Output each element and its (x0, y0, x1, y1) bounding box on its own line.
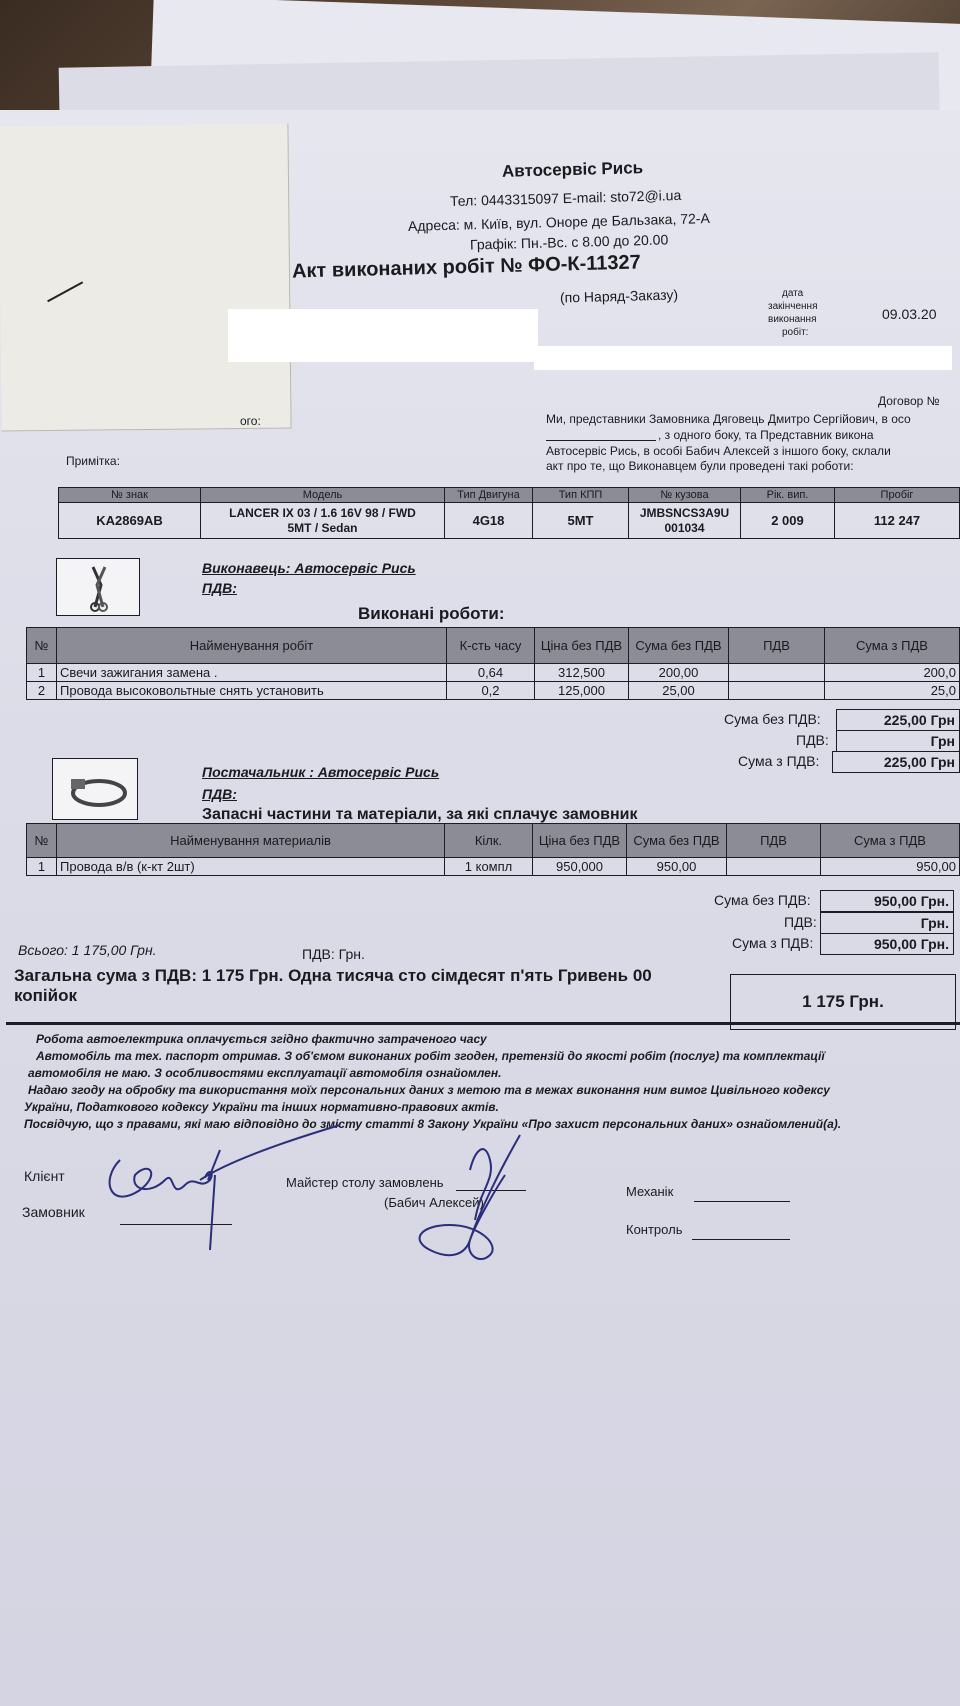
parts-icon (52, 758, 138, 820)
table-row: 2 Провода высоковольтные снять установить 0,2 125,000 25,00 25,0 (27, 682, 960, 700)
vehicle-col-engine: Тип Двигуна (445, 488, 533, 503)
grand-total-words-end: копійок (14, 986, 78, 1005)
total-vat: ПДВ: Грн. (302, 946, 365, 962)
contract-line-4: акт про те, що Виконавцем були проведені такі роботи: (546, 459, 854, 473)
materials-col-name: Найменування материалів (57, 824, 445, 858)
works-col-sum: Сума без ПДВ (629, 628, 729, 664)
table-row: 1 Провода в/в (к-кт 2шт) 1 компл 950,000 950,00 950,00 (27, 858, 960, 876)
vehicle-col-mileage: Пробіг (835, 488, 960, 503)
contractor-vat: ПДВ: (202, 580, 237, 596)
works-col-price: Ціна без ПДВ (535, 628, 629, 664)
note-label: Примітка: (66, 454, 120, 468)
master-label: Майстер столу замовлень (286, 1175, 444, 1190)
completion-date: 09.03.20 (882, 306, 937, 322)
blank-line (546, 440, 656, 441)
vehicle-plate: KA2869AB (59, 503, 201, 539)
materials-col-sum: Сума без ПДВ (627, 824, 727, 858)
client-signature (90, 1120, 350, 1270)
redaction-box (534, 346, 952, 370)
redaction-box (228, 309, 538, 362)
works-vat-label: ПДВ: (796, 732, 829, 748)
vehicle-col-year: Рік. вип. (741, 488, 835, 503)
mechanic-sign-line (694, 1201, 790, 1202)
client-label: Клієнт (24, 1168, 65, 1184)
vehicle-mileage: 112 247 (835, 503, 960, 539)
works-col-total: Сума з ПДВ (825, 628, 960, 664)
contract-line-3: Автосервіс Рись, в особі Бабич Алексей з іншого боку, склали (546, 444, 891, 458)
divider-line (6, 1022, 960, 1025)
works-sum-vat-label: Сума з ПДВ: (738, 753, 820, 769)
customer-label: Замовник (22, 1204, 85, 1220)
fragment-text: ого: (240, 414, 261, 428)
mechanic-label: Механік (626, 1184, 674, 1199)
works-sum-no-vat: 225,00 Грн (836, 709, 960, 731)
works-col-hours: К-сть часу (447, 628, 535, 664)
control-sign-line (692, 1239, 790, 1240)
master-name: (Бабич Алексей) (384, 1195, 484, 1210)
materials-sum-no-vat-label: Сума без ПДВ: (714, 892, 811, 908)
vehicle-year: 2 009 (741, 503, 835, 539)
materials-col-qty: Кілк. (445, 824, 533, 858)
contractor-label: Виконавець: Автосервіс Рись (202, 560, 416, 576)
vehicle-vin: JMBSNCS3A9U 001034 (629, 503, 741, 539)
vehicle-col-gearbox: Тип КПП (533, 488, 629, 503)
vehicle-col-vin: № кузова (629, 488, 741, 503)
date-label-2: закінчення (768, 301, 818, 312)
supplier-vat: ПДВ: (202, 786, 237, 802)
works-col-name: Найменування робіт (57, 628, 447, 664)
materials-section-title: Запасні частини та матеріали, за які сплачує замовник (202, 806, 638, 823)
terms-line-2: Автомобіль та тех. паспорт отримав. З об'ємом виконаних робіт згоден, претензій до якості робіт (послуг) та комплектації (36, 1049, 825, 1063)
supplier-label: Постачальник : Автосервіс Рись (202, 764, 440, 780)
materials-sum-vat: 950,00 Грн. (820, 933, 954, 955)
terms-line-5: України, Податкового кодексу України та інших нормативно-правових актів. (24, 1100, 499, 1114)
contract-line-2: , з одного боку, та Представник викона (658, 428, 874, 442)
master-signature (410, 1130, 550, 1270)
document-title: Акт виконаних робіт № ФО-К-11327 (291, 251, 642, 283)
materials-sum-vat-label: Сума з ПДВ: (732, 935, 814, 951)
document-subtitle: (по Наряд-Заказу) (559, 286, 679, 306)
company-address: Адреса: м. Київ, вул. Оноре де Бальзака, 72-А (407, 210, 710, 234)
tools-icon (56, 558, 140, 616)
receipt-slip (0, 123, 292, 431)
grand-total-box: 1 175 Грн. (730, 974, 956, 1030)
materials-table (26, 823, 960, 876)
materials-sum-no-vat: 950,00 Грн. (820, 890, 954, 912)
materials-vat-label: ПДВ: (784, 914, 817, 930)
materials-vat: Грн. (820, 912, 954, 934)
materials-col-total: Сума з ПДВ (821, 824, 960, 858)
vehicle-gearbox: 5MT (533, 503, 629, 539)
company-contacts: Тел: 0443315097 E-mail: sto72@i.ua (449, 186, 682, 210)
vehicle-col-model: Модель (201, 488, 445, 503)
works-table (26, 627, 960, 700)
works-col-vat: ПДВ (729, 628, 825, 664)
terms-line-1: Робота автоелектрика оплачується згідно фактично затраченого часу (36, 1032, 487, 1046)
pen-mark (47, 281, 83, 302)
works-sum-no-vat-label: Сума без ПДВ: (724, 711, 821, 727)
date-label-4: робіт: (782, 327, 809, 338)
company-schedule: Графік: Пн.-Вс. с 8.00 до 20.00 (469, 231, 669, 253)
works-vat: Грн (836, 730, 960, 752)
terms-line-4: Надаю згоду на обробку та використання моїх персональних даних з метою та в межах виконання ним вимог Цивільного кодексу (28, 1083, 830, 1097)
date-label-1: дата (782, 288, 804, 299)
total-all: Всього: 1 175,00 Грн. (18, 942, 157, 958)
grand-total-text: Загальна сума з ПДВ: 1 175 Грн. Одна тисяча сто сімдесят п'ять Гривень 00 (14, 966, 652, 985)
vehicle-engine: 4G18 (445, 503, 533, 539)
contract-number-label: Договор № (878, 394, 940, 408)
vehicle-table (58, 487, 960, 539)
contract-line-1: Ми, представники Замовника Дяговець Дмитро Сергійович, в осо (546, 412, 911, 426)
terms-line-3: автомобіля не маю. З особливостями експлуатації автомобіля ознайомлен. (28, 1066, 502, 1080)
materials-col-vat: ПДВ (727, 824, 821, 858)
vehicle-model: LANCER IX 03 / 1.6 16V 98 / FWD 5MT / Sedan (201, 503, 445, 539)
terms-line-6: Посвідчую, що з правами, які маю відповідно до змісту статті 8 Закону України «Про захист персональних даних» ознайомлений(а). (24, 1117, 842, 1131)
control-label: Контроль (626, 1222, 683, 1237)
date-label-3: виконання (768, 314, 817, 325)
company-name: Автосервіс Рись (501, 158, 644, 181)
works-sum-vat: 225,00 Грн (832, 751, 960, 773)
materials-col-price: Ціна без ПДВ (533, 824, 627, 858)
table-row: 1 Свечи зажигания замена . 0,64 312,500 200,00 200,0 (27, 664, 960, 682)
materials-col-n: № (27, 824, 57, 858)
works-col-n: № (27, 628, 57, 664)
works-section-title: Виконані роботи: (358, 604, 505, 623)
vehicle-col-plate: № знак (59, 488, 201, 503)
